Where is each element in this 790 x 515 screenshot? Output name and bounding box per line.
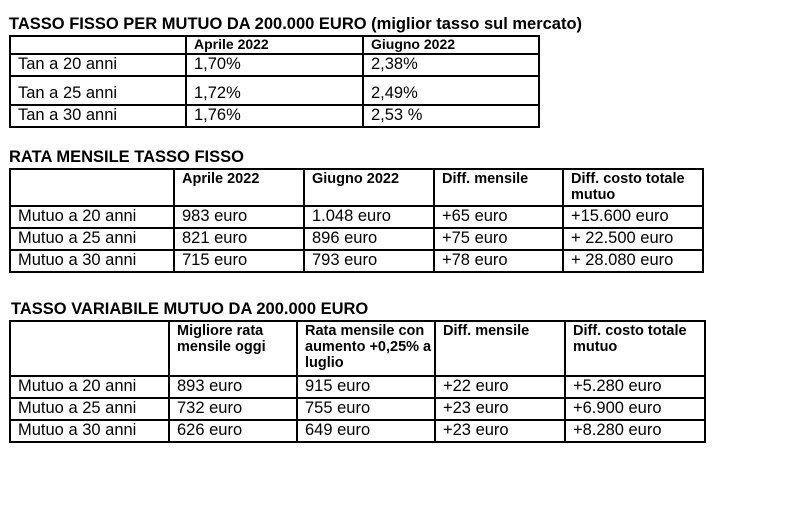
table-cell: +75 euro xyxy=(434,228,563,250)
column-header: Giugno 2022 xyxy=(363,36,539,54)
table-cell: 755 euro xyxy=(297,398,435,420)
table-header-row xyxy=(10,321,705,376)
table-cell: +15.600 euro xyxy=(563,206,703,228)
table-cell: +5.280 euro xyxy=(565,376,705,398)
row-label: Tan a 25 anni xyxy=(10,76,186,105)
column-header: Diff. costo totale mutuo xyxy=(565,321,705,376)
table-row xyxy=(10,105,539,127)
table-cell: 626 euro xyxy=(169,420,297,442)
row-label: Mutuo a 25 anni xyxy=(10,398,169,420)
table-cell: 732 euro xyxy=(169,398,297,420)
row-label: Tan a 30 anni xyxy=(10,105,186,127)
table-cell: +8.280 euro xyxy=(565,420,705,442)
column-header xyxy=(10,36,186,54)
column-header: Aprile 2022 xyxy=(186,36,363,54)
table-row xyxy=(10,228,703,250)
column-header xyxy=(10,321,169,376)
table-cell: + 28.080 euro xyxy=(563,250,703,272)
table-cell: 1,72% xyxy=(186,76,363,105)
table-row xyxy=(10,206,703,228)
table-cell: 1.048 euro xyxy=(304,206,434,228)
table-cell: 1,76% xyxy=(186,105,363,127)
column-header xyxy=(10,169,174,206)
section2-heading xyxy=(9,147,244,167)
table-cell: 1,70% xyxy=(186,54,363,76)
table-cell: +23 euro xyxy=(435,398,565,420)
column-header: Giugno 2022 xyxy=(304,169,434,206)
table-cell: + 22.500 euro xyxy=(563,228,703,250)
table-header-row xyxy=(10,36,539,54)
table-cell: 2,49% xyxy=(363,76,539,105)
table-cell: 821 euro xyxy=(174,228,304,250)
section3-title: TASSO VARIABILE MUTUO DA 200.000 EURO xyxy=(11,300,369,318)
column-header: Diff. mensile xyxy=(434,169,563,206)
table-cell: +22 euro xyxy=(435,376,565,398)
table-row xyxy=(10,250,703,272)
row-label: Mutuo a 20 anni xyxy=(10,376,169,398)
table-header-row xyxy=(10,169,703,206)
table-cell: +65 euro xyxy=(434,206,563,228)
table-cell: +23 euro xyxy=(435,420,565,442)
column-header: Diff. costo totale mutuo xyxy=(563,169,703,206)
table-cell: 915 euro xyxy=(297,376,435,398)
row-label: Tan a 20 anni xyxy=(10,54,186,76)
table-cell: 2,53 % xyxy=(363,105,539,127)
row-label: Mutuo a 20 anni xyxy=(10,206,174,228)
table-row xyxy=(10,54,539,76)
table-row xyxy=(10,376,705,398)
variable-rate-table xyxy=(9,320,706,443)
section2-title: RATA MENSILE TASSO FISSO xyxy=(9,148,244,166)
section1-heading xyxy=(9,14,582,34)
table-cell: 2,38% xyxy=(363,54,539,76)
table-cell: +78 euro xyxy=(434,250,563,272)
row-label: Mutuo a 30 anni xyxy=(10,250,174,272)
section1-title: TASSO FISSO PER MUTUO DA 200.000 EURO xyxy=(9,15,367,33)
table-cell: 896 euro xyxy=(304,228,434,250)
fixed-rate-table xyxy=(9,35,540,128)
table-cell: +6.900 euro xyxy=(565,398,705,420)
table-cell: 893 euro xyxy=(169,376,297,398)
table-cell: 793 euro xyxy=(304,250,434,272)
table-row xyxy=(10,76,539,105)
table-cell: 649 euro xyxy=(297,420,435,442)
column-header: Aprile 2022 xyxy=(174,169,304,206)
table-cell: 983 euro xyxy=(174,206,304,228)
row-label: Mutuo a 25 anni xyxy=(10,228,174,250)
table-row xyxy=(10,398,705,420)
table-row xyxy=(10,420,705,442)
column-header: Diff. mensile xyxy=(435,321,565,376)
column-header: Rata mensile con aumento +0,25% a luglio xyxy=(297,321,435,376)
row-label: Mutuo a 30 anni xyxy=(10,420,169,442)
section3-heading xyxy=(11,299,368,319)
section1-subtitle: (miglior tasso sul mercato) xyxy=(371,15,583,33)
column-header: Migliore rata mensile oggi xyxy=(169,321,297,376)
table-cell: 715 euro xyxy=(174,250,304,272)
monthly-fixed-rate-table xyxy=(9,168,704,273)
